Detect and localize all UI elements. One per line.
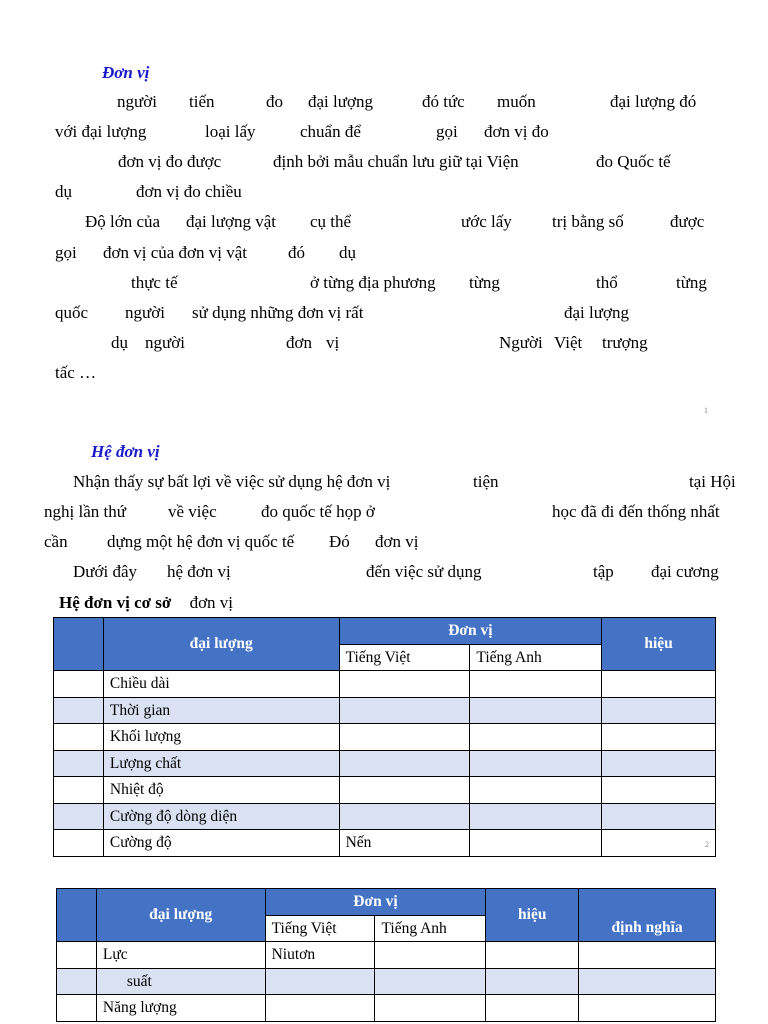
table-row <box>54 697 716 724</box>
text-fragment: Độ lớn của <box>85 212 161 231</box>
header-english: Tiếng Anh <box>375 915 486 942</box>
vietnamese-unit-cell <box>339 803 470 830</box>
header-quantity: đại lượng <box>96 889 265 942</box>
text-fragment: quốc <box>55 303 89 322</box>
text-fragment: người <box>125 303 165 322</box>
header-unit: Đơn vị <box>265 889 486 916</box>
text-fragment: người <box>145 333 185 352</box>
text-fragment: đo <box>266 92 283 111</box>
header-unit: Đơn vị <box>339 618 602 645</box>
header-quantity: đại lượng <box>103 618 339 671</box>
index-cell <box>54 750 104 777</box>
symbol-cell <box>602 697 716 724</box>
text-fragment: tấc … <box>55 363 97 382</box>
text-fragment: đại lượng đó <box>610 92 697 111</box>
symbol-cell <box>602 777 716 804</box>
header-symbol: hiệu <box>486 889 579 942</box>
definition-cell <box>579 995 716 1022</box>
symbol-cell <box>486 942 579 969</box>
derived-units-table <box>56 888 716 1022</box>
index-cell <box>57 995 97 1022</box>
header-vietnamese: Tiếng Việt <box>265 915 375 942</box>
text-fragment: cần <box>44 532 68 551</box>
text-fragment: định bởi mẫu chuẩn lưu giữ tại Viện <box>273 152 519 171</box>
text-fragment: đo quốc tế họp ở <box>261 502 375 521</box>
vietnamese-unit-cell <box>265 995 375 1022</box>
table-row <box>54 803 716 830</box>
vietnamese-unit-cell <box>339 671 470 698</box>
symbol-cell <box>602 803 716 830</box>
text-fragment: người <box>117 92 157 111</box>
table1-caption-bold: Hệ đơn vị cơ sở <box>59 593 172 612</box>
quantity-cell: suất <box>96 968 265 995</box>
text-fragment: Người <box>499 333 543 352</box>
table-row <box>57 968 716 995</box>
index-cell <box>54 830 104 857</box>
index-cell <box>57 942 97 969</box>
vietnamese-unit-cell <box>339 724 470 751</box>
english-unit-cell <box>375 995 486 1022</box>
text-fragment: đơn vị đo chiều <box>136 182 242 201</box>
text-fragment: đến việc sử dụng <box>366 562 482 581</box>
text-fragment: đơn vị đo <box>484 122 549 141</box>
text-fragment: được <box>670 212 705 231</box>
text-fragment: đơn vị của đơn vị vật <box>103 243 248 262</box>
symbol-cell <box>602 830 716 857</box>
text-fragment: cụ thể <box>310 212 352 231</box>
text-fragment: đại lượng vật <box>186 212 276 231</box>
vietnamese-unit-cell <box>339 777 470 804</box>
text-fragment: dụ <box>111 333 128 352</box>
index-cell <box>57 968 97 995</box>
vietnamese-unit-cell <box>339 697 470 724</box>
table-row <box>54 750 716 777</box>
table-row <box>57 942 716 969</box>
text-fragment: đơn <box>286 333 312 352</box>
index-cell <box>54 697 104 724</box>
header-definition: định nghĩa <box>579 889 716 942</box>
text-fragment: đơn vị đo được <box>118 152 222 171</box>
text-fragment: từng <box>469 273 500 292</box>
table-row <box>54 671 716 698</box>
section-heading-don-vi: Đơn vị <box>102 63 150 82</box>
symbol-cell <box>486 995 579 1022</box>
definition-cell <box>579 942 716 969</box>
symbol-cell <box>602 750 716 777</box>
text-fragment: tại Hội <box>689 472 736 491</box>
text-fragment: tập <box>593 562 614 581</box>
text-fragment: đại lượng <box>564 303 629 322</box>
quantity-cell: Lượng chất <box>103 750 339 777</box>
text-fragment: trượng <box>602 333 648 352</box>
english-unit-cell <box>470 750 602 777</box>
header-index <box>54 618 104 671</box>
text-fragment: từng <box>676 273 707 292</box>
english-unit-cell <box>470 724 602 751</box>
index-cell <box>54 803 104 830</box>
quantity-cell: Cường độ <box>103 830 339 857</box>
base-units-table <box>53 617 716 857</box>
index-cell <box>54 671 104 698</box>
text-fragment: tiến <box>189 92 215 111</box>
text-fragment: muốn <box>497 92 536 111</box>
text-fragment: dụ <box>339 243 356 262</box>
text-fragment: Dưới đây <box>73 562 137 581</box>
text-fragment: loại lấy <box>205 122 256 141</box>
text-fragment: ở từng địa phương <box>310 273 436 292</box>
symbol-cell <box>602 724 716 751</box>
vietnamese-unit-cell: Niutơn <box>265 942 375 969</box>
text-fragment: thực tế <box>131 273 178 292</box>
header-symbol: hiệu <box>602 618 716 671</box>
text-fragment: đơn vị <box>375 532 419 551</box>
table-row <box>57 995 716 1022</box>
table-row <box>54 830 716 857</box>
text-fragment: thổ <box>596 273 618 292</box>
english-unit-cell <box>470 671 602 698</box>
header-english: Tiếng Anh <box>470 644 602 671</box>
text-fragment: vị <box>326 333 340 352</box>
text-fragment: đó tức <box>422 92 465 111</box>
english-unit-cell <box>470 697 602 724</box>
text-fragment: Việt <box>554 333 583 352</box>
vietnamese-unit-cell <box>339 750 470 777</box>
text-fragment: sử dụng những đơn vị rất <box>192 303 364 322</box>
page-number: 2 <box>705 840 709 849</box>
text-fragment: đại lượng <box>308 92 373 111</box>
english-unit-cell <box>375 968 486 995</box>
text-fragment: nghị lần thứ <box>44 502 126 521</box>
quantity-cell: Nhiệt độ <box>103 777 339 804</box>
english-unit-cell <box>470 803 602 830</box>
text-fragment: ước lấy <box>461 212 512 231</box>
text-fragment: với đại lượng <box>55 122 147 141</box>
index-cell <box>54 777 104 804</box>
text-fragment: học đã đi đến thống nhất <box>552 502 720 521</box>
table-row <box>54 777 716 804</box>
table1-caption-rest: đơn vị <box>189 593 234 612</box>
header-index <box>57 889 97 942</box>
text-fragment: đo Quốc tế <box>596 152 671 171</box>
text-fragment: về việc <box>168 502 217 521</box>
quantity-cell: Năng lượng <box>96 995 265 1022</box>
table1-caption <box>59 594 233 611</box>
header-vietnamese: Tiếng Việt <box>339 644 470 671</box>
quantity-cell: Cường độ dòng diện <box>103 803 339 830</box>
english-unit-cell <box>470 830 602 857</box>
text-fragment: dựng một hệ đơn vị quốc tế <box>107 532 295 551</box>
section-heading-he-don-vi: Hệ đơn vị <box>91 442 160 461</box>
quantity-cell: Lực <box>96 942 265 969</box>
text-fragment: gọi <box>55 243 77 262</box>
table-row <box>54 724 716 751</box>
definition-cell <box>579 968 716 995</box>
english-unit-cell <box>470 777 602 804</box>
page-number: 1 <box>704 406 708 415</box>
vietnamese-unit-cell <box>265 968 375 995</box>
quantity-cell: Thời gian <box>103 697 339 724</box>
text-fragment: chuẩn để <box>300 122 361 141</box>
text-fragment: đó <box>288 243 305 262</box>
text-fragment: hệ đơn vị <box>167 562 231 581</box>
text-fragment: trị bằng số <box>552 212 624 231</box>
english-unit-cell <box>375 942 486 969</box>
text-fragment: đại cương <box>651 562 719 581</box>
text-fragment: tiện <box>473 472 499 491</box>
quantity-cell: Chiều dài <box>103 671 339 698</box>
quantity-cell: Khối lượng <box>103 724 339 751</box>
text-fragment: Nhận thấy sự bất lợi về việc sử dụng hệ đơn vị <box>73 472 391 491</box>
text-fragment: Đó <box>329 532 350 551</box>
symbol-cell <box>602 671 716 698</box>
index-cell <box>54 724 104 751</box>
text-fragment: dụ <box>55 182 72 201</box>
symbol-cell <box>486 968 579 995</box>
text-fragment: gọi <box>436 122 458 141</box>
vietnamese-unit-cell: Nến <box>339 830 470 857</box>
